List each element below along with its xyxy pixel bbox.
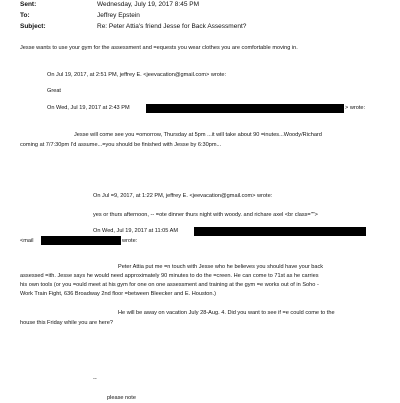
- redaction-bar: [146, 104, 344, 113]
- to-label: To:: [20, 12, 30, 19]
- subject-label: Subject:: [20, 23, 46, 30]
- quote1-attribution: On Jul 19, 2017, at 2:51 PM, jeffrey E. <jeevacation@gmail.com> wrote:: [47, 72, 227, 78]
- quote1-text: Great: [47, 88, 61, 94]
- paragraph1-line4: Work Train Fight, 636 Broadway 2nd floor =between Bleecker and E. Houston.): [20, 291, 216, 297]
- quote2-line1: Jesse will come see you =omorrow, Thursday at 5pm ...it will take about 90 =inutes...Woody/Richard: [74, 132, 322, 138]
- paragraph2-line1: He will be away on vacation July 28-Aug. 4. Did you want to see if =e could come to the: [118, 310, 335, 316]
- paragraph1-line3: his own tools (or you =ould meet at his gym for one on one assessment and training at the gym =e works out of in Soho -: [20, 282, 319, 288]
- paragraph1-line2: assessed =ith. Jesse says he would need approximately 90 minutes to do the =creen. He can come to 71st as he carries: [20, 273, 319, 279]
- quote2-attribution-prefix: On Wed, Jul 19, 2017 at 2:43 PM: [47, 105, 130, 111]
- mail-prefix: <mail: [20, 238, 34, 244]
- quote3-attribution: On Jul =9, 2017, at 1:22 PM, jeffrey E. <jeevacation@gmail.com> wrote:: [93, 193, 273, 199]
- sent-label: Sent:: [20, 1, 37, 8]
- to-value: Jeffrey Epstein: [97, 12, 140, 19]
- footer-text: please note: [107, 395, 136, 401]
- mail-suffix: wrote:: [122, 238, 138, 244]
- redaction-bar: [194, 227, 366, 236]
- signature-dash: --: [93, 376, 97, 382]
- quote3-text: yes or thurs afternoon, -- =ote dinner thurs night with woody. and richare axel <br class="">: [93, 212, 318, 218]
- intro-text: Jesse wants to use your gym for the assessment and =equests you wear clothes you are comfortable moving in.: [20, 45, 298, 51]
- sent-value: Wednesday, July 19, 2017 8:45 PM: [97, 1, 200, 8]
- quote2-attribution-suffix: > wrote:: [345, 105, 366, 111]
- quote2-line2: coming at 7/7:30pm I'd assume...=you should be finished with Jesse by 6:30pm...: [20, 142, 222, 148]
- paragraph2-line2: house this Friday while you are here?: [20, 320, 113, 326]
- paragraph1-line1: Peter Attia put me =n touch with Jesse who he believes you should have your back: [118, 264, 324, 270]
- quote4-attribution-prefix: On Wed, Jul 19, 2017 at 11:05 AM: [93, 228, 178, 234]
- redaction-bar: [41, 236, 121, 245]
- subject-value: Re: Peter Attia's friend Jesse for Back Assessment?: [97, 23, 247, 30]
